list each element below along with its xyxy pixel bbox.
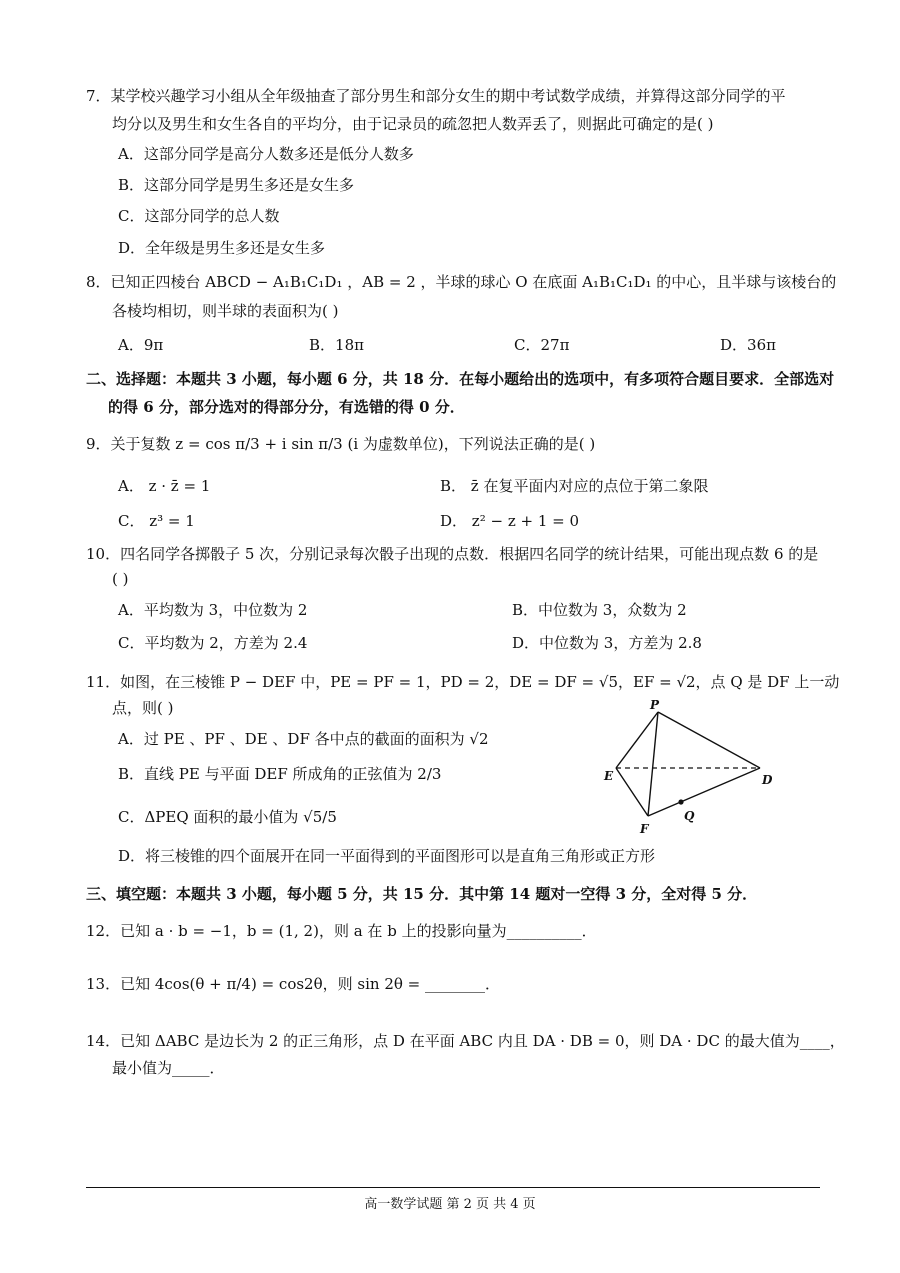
label-e: E — [604, 769, 614, 783]
footer-divider — [86, 1187, 820, 1188]
q11-text-line2: 点，则( ) — [112, 699, 174, 717]
q10-option-c: C．平均数为 2，方差为 2.4 — [118, 634, 308, 652]
q9-option-d: D． z² − z + 1 = 0 — [440, 512, 580, 530]
edge-fd — [648, 768, 760, 816]
section2-header-line1: 二、选择题：本题共 3 小题，每小题 6 分，共 18 分．在每小题给出的选项中，有多项符合题目要求．全部选对 — [86, 370, 835, 388]
page-footer: 高一数学试题 第 2 页 共 4 页 — [364, 1197, 536, 1212]
q9-option-b: B． z̄ 在复平面内对应的点位于第二象限 — [440, 477, 709, 495]
q11-option-a: A．过 PE 、PF 、DE 、DF 各中点的截面的面积为 √2 — [118, 730, 489, 748]
q8-option-b: B．18π — [309, 336, 364, 354]
section2-header-line2: 的得 6 分，部分选对的得部分分，有选错的得 0 分． — [108, 398, 465, 416]
edge-pe — [616, 712, 658, 768]
q11-text-line1: 11．如图，在三棱锥 P − DEF 中，PE = PF = 1，PD = 2，DE = DF = √5，EF = √2，点 Q 是 DF 上一动 — [86, 673, 840, 691]
q7-text-line1: 7．某学校兴趣学习小组从全年级抽查了部分男生和部分女生的期中考试数学成绩，并算得这部分同学的平 — [86, 87, 786, 105]
q9-option-a: A． z · z̄ = 1 — [118, 477, 211, 495]
pyramid-figure — [598, 696, 778, 846]
edge-pf — [648, 712, 658, 816]
q7-option-c: C．这部分同学的总人数 — [118, 207, 280, 225]
edge-ef — [616, 768, 648, 816]
label-q: Q — [684, 809, 695, 823]
label-f: F — [640, 822, 649, 836]
q8-option-a: A．9π — [118, 336, 164, 354]
q7-option-b: B．这部分同学是男生多还是女生多 — [118, 176, 355, 194]
q11-option-b: B．直线 PE 与平面 DEF 所成角的正弦值为 2/3 — [118, 765, 442, 783]
q10-option-b: B．中位数为 3，众数为 2 — [512, 601, 687, 619]
q8-option-c: C．27π — [514, 336, 570, 354]
q7-text-line2: 均分以及男生和女生各自的平均分，由于记录员的疏忽把人数弄丢了，则据此可确定的是( ) — [112, 115, 714, 133]
q11-option-c: C．ΔPEQ 面积的最小值为 √5/5 — [118, 808, 337, 826]
q9-text-line1: 9．关于复数 z = cos π/3 + i sin π/3 (i 为虚数单位)，下列说法正确的是( ) — [86, 435, 596, 453]
point-q — [678, 799, 683, 804]
q11-option-d: D．将三棱锥的四个面展开在同一平面得到的平面图形可以是直角三角形或正方形 — [118, 847, 656, 865]
q12-text: 12．已知 a · b = −1，b = (1, 2)，则 a 在 b 上的投影向量为__________． — [86, 922, 597, 940]
q8-text-line2: 各棱均相切，则半球的表面积为( ) — [112, 302, 339, 320]
edge-pd — [658, 712, 760, 768]
label-d: D — [762, 773, 773, 787]
q10-text-line1: 10．四名同学各掷骰子 5 次，分别记录每次骰子出现的点数．根据四名同学的统计结果，可能出现点数 6 的是 — [86, 545, 819, 563]
q10-option-d: D．中位数为 3，方差为 2.8 — [512, 634, 702, 652]
q8-option-d: D．36π — [720, 336, 776, 354]
q8-text-line1: 8．已知正四棱台 ABCD − A₁B₁C₁D₁ ，AB = 2 ，半球的球心 O 在底面 A₁B₁C₁D₁ 的中心，且半球与该棱台的 — [86, 273, 837, 291]
q10-text-line2: ( ) — [112, 570, 129, 588]
q10-option-a: A．平均数为 3，中位数为 2 — [118, 601, 308, 619]
q13-text: 13．已知 4cos(θ + π/4) = cos2θ，则 sin 2θ = ________． — [86, 975, 501, 993]
q7-option-d: D．全年级是男生多还是女生多 — [118, 239, 326, 257]
q7-option-a: A．这部分同学是高分人数多还是低分人数多 — [118, 145, 414, 163]
q9-option-c: C． z³ = 1 — [118, 512, 195, 530]
section3-header: 三、填空题：本题共 3 小题，每小题 5 分，共 15 分．其中第 14 题对一空得 3 分，全对得 5 分． — [86, 885, 758, 903]
label-p: P — [650, 698, 660, 712]
q14-text-line1: 14．已知 ΔABC 是边长为 2 的正三角形，点 D 在平面 ABC 内且 DA · DB = 0，则 DA · DC 的最大值为____， — [86, 1032, 845, 1050]
q14-text-line2: 最小值为_____． — [112, 1059, 225, 1077]
